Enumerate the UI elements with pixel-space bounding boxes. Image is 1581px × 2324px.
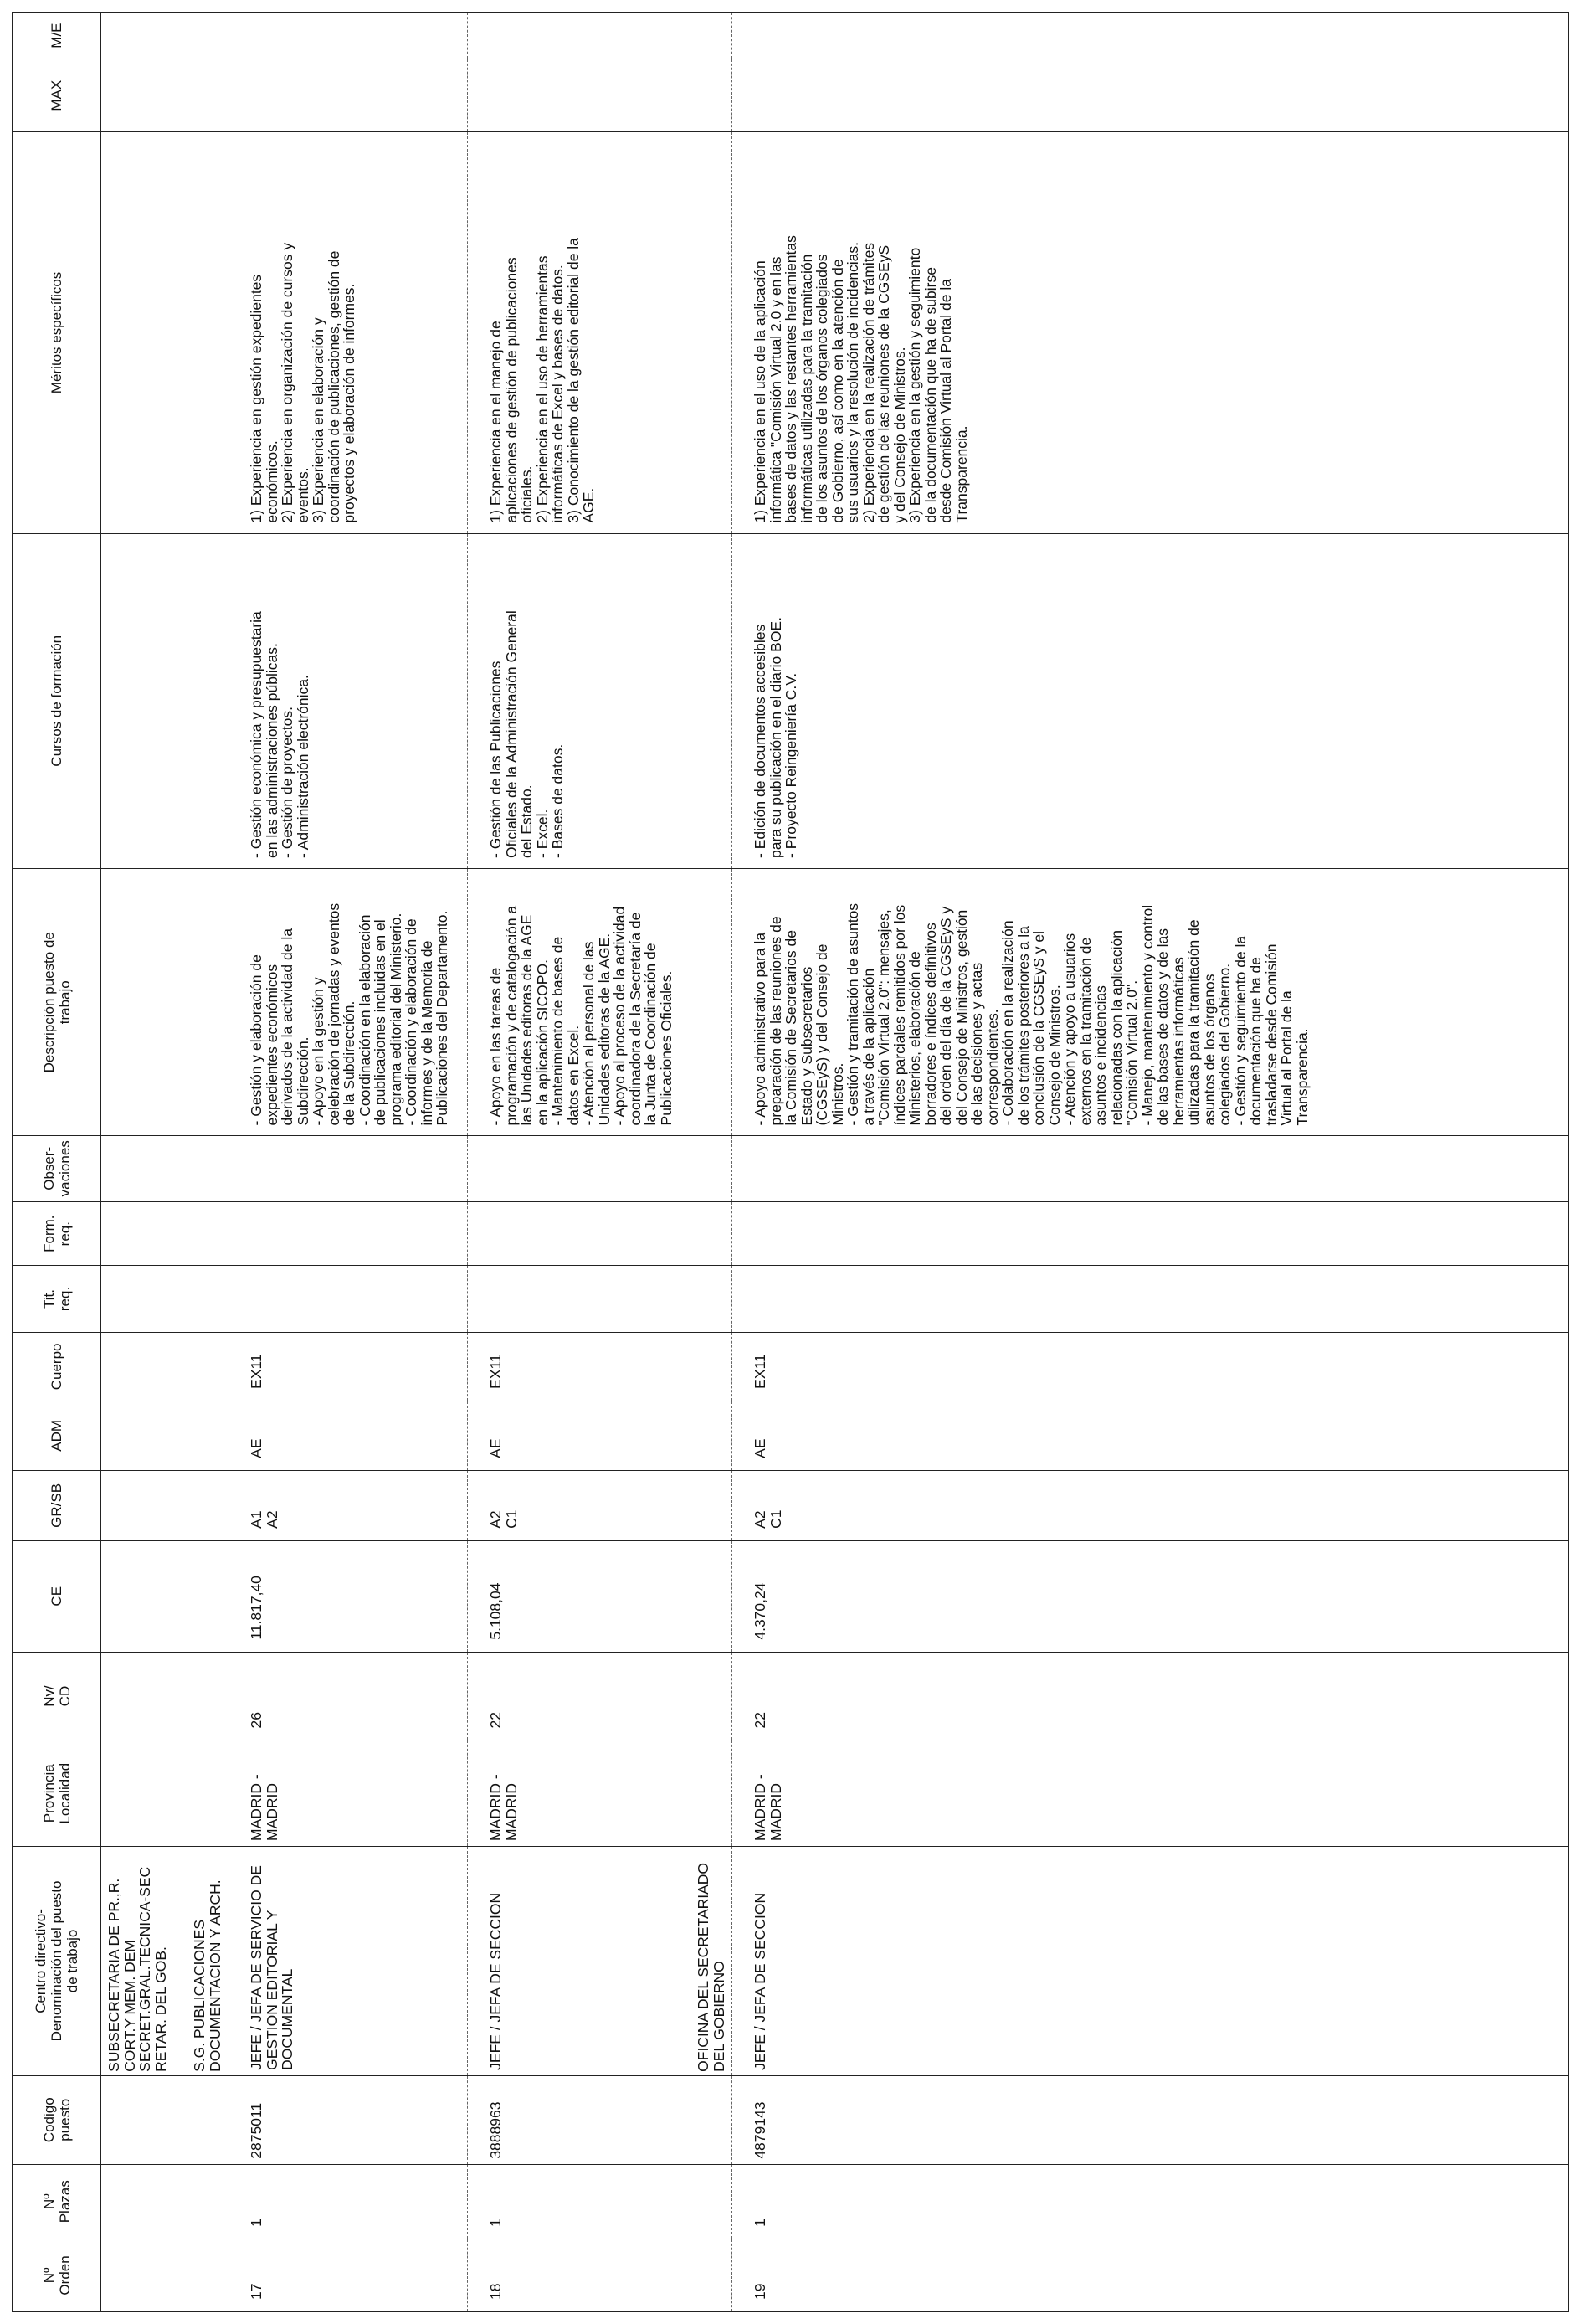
codigo-value: 4879143 xyxy=(752,2101,768,2159)
col-centro-header: Centro directivo- Denominación del puesto de trabajo xyxy=(13,1847,101,2076)
codigo-value: 2875011 xyxy=(248,2102,264,2159)
col-observaciones-header: Obser- vaciones xyxy=(13,1136,101,1202)
orden-value: 18 xyxy=(487,2283,504,2300)
grupo-value: A2 C1 xyxy=(752,1509,784,1529)
col-ce-header: CE xyxy=(13,1540,101,1652)
unit-subsecretaria: SUBSECRETARIA DE PR.,R. CORT.Y MEM. DEM SECRET.GRAL.TECNICA-SEC RETAR. DEL GOB. xyxy=(105,1866,169,2072)
table-row xyxy=(732,13,1569,2312)
col-me-header: M/E xyxy=(13,13,101,59)
denominacion-value: JEFE / JEFA DE SECCION xyxy=(752,1892,768,2070)
codigo-value: 3888963 xyxy=(487,2101,504,2159)
col-grupo-header: GR/SB xyxy=(13,1470,101,1540)
orden-value: 19 xyxy=(752,2283,768,2300)
max-value xyxy=(228,59,255,131)
formacion-value xyxy=(732,1202,759,1265)
formacion-value xyxy=(468,1202,495,1265)
provincia-value: MADRID - MADRID xyxy=(248,1774,280,1841)
max-value xyxy=(732,59,759,131)
titulacion-value xyxy=(732,1266,759,1332)
col-formacion-header: Form. req. xyxy=(13,1202,101,1266)
col-provincia-header: Provincia Localidad xyxy=(13,1740,101,1847)
grupo-value: A2 C1 xyxy=(487,1509,520,1529)
observaciones-value xyxy=(228,1136,255,1201)
col-max-header: MAX xyxy=(13,59,101,132)
col-codigo-header: Codigo puesto xyxy=(13,2075,101,2164)
ce-value: 4.370,24 xyxy=(752,1582,768,1640)
plazas-value: 1 xyxy=(248,2219,264,2227)
col-cursos-header: Cursos de formación xyxy=(13,533,101,868)
grupo-value: A1 A2 xyxy=(248,1510,280,1529)
header-row xyxy=(13,13,101,2312)
descripcion-value: - Apoyo en las tareas de programación y de catalogación a las Unidades editoras de la AGE en la aplicación SICOPO. - Mantenimiento de bases de datos en Excel. - Atención al personal de las Unidades editoras de la AGE. - Apoyo al proceso de la actividad coordinadora de la Secretaría de la Junta de Coordinación de Publicaciones Oficiales. xyxy=(487,905,675,1126)
formacion-value xyxy=(228,1202,255,1265)
denominacion-value: JEFE / JEFA DE SERVICIO DE GESTION EDITORIAL Y DOCUMENTAL xyxy=(248,1865,295,2070)
adm-value: AE xyxy=(248,1438,264,1458)
cursos-value: - Gestión de las Publicaciones Oficiales de la Administración General del Estado. - Excel. - Bases de datos. xyxy=(487,610,566,858)
unit-subdireccion: S.G. PUBLICACIONES DOCUMENTACION Y ARCH. xyxy=(191,1879,223,2072)
col-cuerpo-header: Cuerpo xyxy=(13,1332,101,1401)
adm-value: AE xyxy=(487,1438,504,1458)
plazas-value: 1 xyxy=(487,2219,504,2227)
me-value xyxy=(228,13,255,59)
unit-header-cell xyxy=(101,1847,228,2076)
meritos-value: 1) Experiencia en el manejo de aplicaciones de gestión de publicaciones oficiales. 2) Experiencia en el uso de herramientas informáticas de Excel y bases de datos. 3) Conocimiento de la gestión editorial de la AGE. xyxy=(487,238,597,523)
col-orden-header: Nº Orden xyxy=(13,2239,101,2311)
denominacion-value: JEFE / JEFA DE SECCION xyxy=(487,1892,504,2070)
table-row xyxy=(228,13,468,2312)
meritos-value: 1) Experiencia en el uso de la aplicación informática "Comisión Virtual 2.0 y en las bases de datos y las restantes herramientas informáticas utilizadas para la tramitación de los asuntos de los órganos colegiados de Gobierno, así como en la atención de sus usuarios y la resolución de incidencias. 2) Experiencia en la realización de trámites de gestión de las reuniones de la CGSEyS y del Consejo de Ministros. 3) Experiencia en la gestión y seguimiento de la documentación que ha de subirse desde Comisión Virtual al Portal de la Transparencia. xyxy=(752,235,970,523)
nivel-value: 22 xyxy=(752,1711,768,1729)
descripcion-value: - Apoyo administrativo para la preparación de las reuniones de la Comisión de Secretarios de Estado y Subsecretarios (CGSEyS) y del Consejo de Ministros. - Gestión y tramitación de asuntos a través de la aplicación "Comisión Virtual 2.0": mensajes, índices parciales remitidos por los Ministerios, elaboración de borradores e índices definitivos del orden del día de la CGSEyS y del Consejo de Ministros, gestión de las decisiones y actas correspondientes. - Colaboración en la realización de los trámites posteriores a la conclusión de la CGSEyS y el Consejo de Ministros. - Atención y apoyo a usuarios externos en la tramitación de asuntos e incidencias relacionadas con la aplicación "Comisión Virtual 2.0". - Manejo, mantenimiento y control de las bases de datos y de las herramientas informáticas utilizadas para la tramitación de asuntos de los órganos colegiados del Gobierno. - Gestión y seguimiento de la documentación que ha de trasladarse desde Comisión Virtual al Portal de la Transparencia. xyxy=(752,902,1311,1126)
col-descripcion-header: Descripción puesto de trabajo xyxy=(13,868,101,1136)
titulacion-value xyxy=(468,1266,495,1332)
plazas-value: 1 xyxy=(752,2219,768,2227)
adm-value: AE xyxy=(752,1438,768,1458)
cuerpo-value: EX11 xyxy=(248,1354,264,1389)
me-value xyxy=(468,13,495,59)
cuerpo-value: EX11 xyxy=(487,1354,504,1389)
max-value xyxy=(468,59,495,131)
nivel-value: 26 xyxy=(248,1711,264,1729)
descripcion-value: - Gestión y elaboración de expedientes económicos derivados de la actividad de la Subdirección. - Apoyo en la gestión y celebración de jornadas y eventos de la Subdirección. - Coordinación en la elaboración de publicaciones incluidas en el programa editorial del Ministerio. - Coordinación y elaboración de informes y de la Memoria de Publicaciones del Departamento. xyxy=(248,902,450,1126)
ce-value: 11.817,40 xyxy=(248,1576,264,1640)
cursos-value: - Gestión económica y presupuestaria en las administraciones públicas. - Gestión de proyectos. - Administración electrónica. xyxy=(248,611,311,858)
cursos-value: - Edición de documentos accesibles para su publicación en el diario BOE. - Proyecto Reingeniería C.V. xyxy=(752,617,799,858)
col-meritos-header: Méritos específicos xyxy=(13,132,101,533)
ce-value: 5.108,04 xyxy=(487,1582,504,1640)
orden-value: 17 xyxy=(248,2283,264,2300)
col-nivel-header: Nv/ CD xyxy=(13,1652,101,1740)
col-titulacion-header: Tit. req. xyxy=(13,1266,101,1333)
table-row xyxy=(468,13,732,2312)
cuerpo-value: EX11 xyxy=(752,1354,768,1389)
titulacion-value xyxy=(228,1266,255,1332)
unit-header-row xyxy=(101,13,228,2312)
nivel-value: 22 xyxy=(487,1711,504,1729)
provincia-value: MADRID - MADRID xyxy=(752,1774,784,1841)
col-plazas-header: Nº Plazas xyxy=(13,2164,101,2239)
job-positions-table xyxy=(12,12,1569,2312)
meritos-value: 1) Experiencia en gestión expedientes económicos. 2) Experiencia en organización de cursos y eventos. 3) Experiencia en elaboración y coordinación de publicaciones, gestión de proyectos y elaboración de informes. xyxy=(248,242,357,523)
unit-oficina-secretariado: OFICINA DEL SECRETARIADO DEL GOBIERNO xyxy=(695,1862,727,2072)
observaciones-value xyxy=(732,1136,759,1201)
me-value xyxy=(732,13,759,59)
observaciones-value xyxy=(468,1136,495,1201)
col-adm-header: ADM xyxy=(13,1401,101,1470)
provincia-value: MADRID - MADRID xyxy=(487,1774,520,1841)
